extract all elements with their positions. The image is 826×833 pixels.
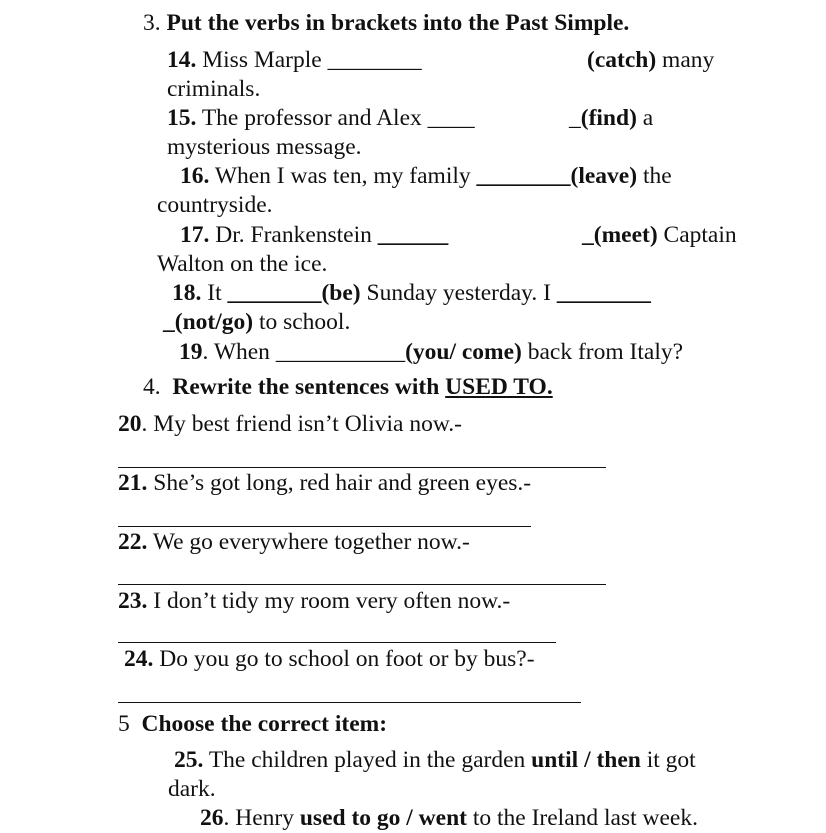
answer-line-21[interactable] [118,526,531,527]
exercise-20: 20. My best friend isn’t Olivia now.- [118,411,462,437]
exercise-26: 26. Henry used to go / went to the Ireland last week. [200,805,698,831]
answer-line-23[interactable] [118,642,556,643]
exercise-21: 21. She’s got long, red hair and green eyes.- [118,470,532,496]
exercise-14-line2: criminals. [167,76,261,102]
answer-blank: ________ [327,47,422,73]
exercise-16-line2: countryside. [157,192,273,218]
answer-line-22[interactable] [118,584,606,585]
exercise-15: 15. The professor and Alex ____ [167,105,475,131]
answer-blank: ________ [227,280,322,306]
exercise-25: 25. The children played in the garden until / then it got [174,747,696,773]
exercise-14: 14. Miss Marple ________ [167,47,422,73]
section-3-heading: 3. Put the verbs in brackets into the Past Simple. [143,10,630,36]
exercise-15-line2: mysterious message. [167,134,362,160]
exercise-17-line2: Walton on the ice. [157,251,328,277]
exercise-16: 16. When I was ten, my family ________(leave) the [180,163,672,189]
answer-blank: ____ [427,105,475,131]
exercise-25-line2: dark. [168,776,216,802]
answer-blank: ________ [556,280,651,306]
exercise-17-verb: _(meet) Captain [582,222,737,248]
section-5-heading: 5 Choose the correct item: [118,711,388,737]
answer-blank: ___________ [275,339,406,365]
exercise-14-verb: (catch) many [587,47,715,73]
section-4-heading: 4. Rewrite the sentences with USED TO. [143,374,553,400]
answer-line-20[interactable] [118,467,606,468]
answer-line-24[interactable] [118,702,581,703]
exercise-18-line2: _(not/go) to school. [163,309,351,335]
exercise-17: 17. Dr. Frankenstein ______ [180,222,449,248]
exercise-19: 19. When ___________(you/ come) back from Italy? [179,339,684,365]
exercise-24: 24. Do you go to school on foot or by bus?- [124,646,535,672]
exercise-22: 22. We go everywhere together now.- [118,529,470,555]
answer-blank: ________ [476,163,571,189]
answer-blank: ______ [377,222,449,248]
exercise-15-verb: _(find) a [569,105,654,131]
exercise-23: 23. I don’t tidy my room very often now.- [118,588,511,614]
exercise-18: 18. It ________(be) Sunday yesterday. I ________ [172,280,651,306]
